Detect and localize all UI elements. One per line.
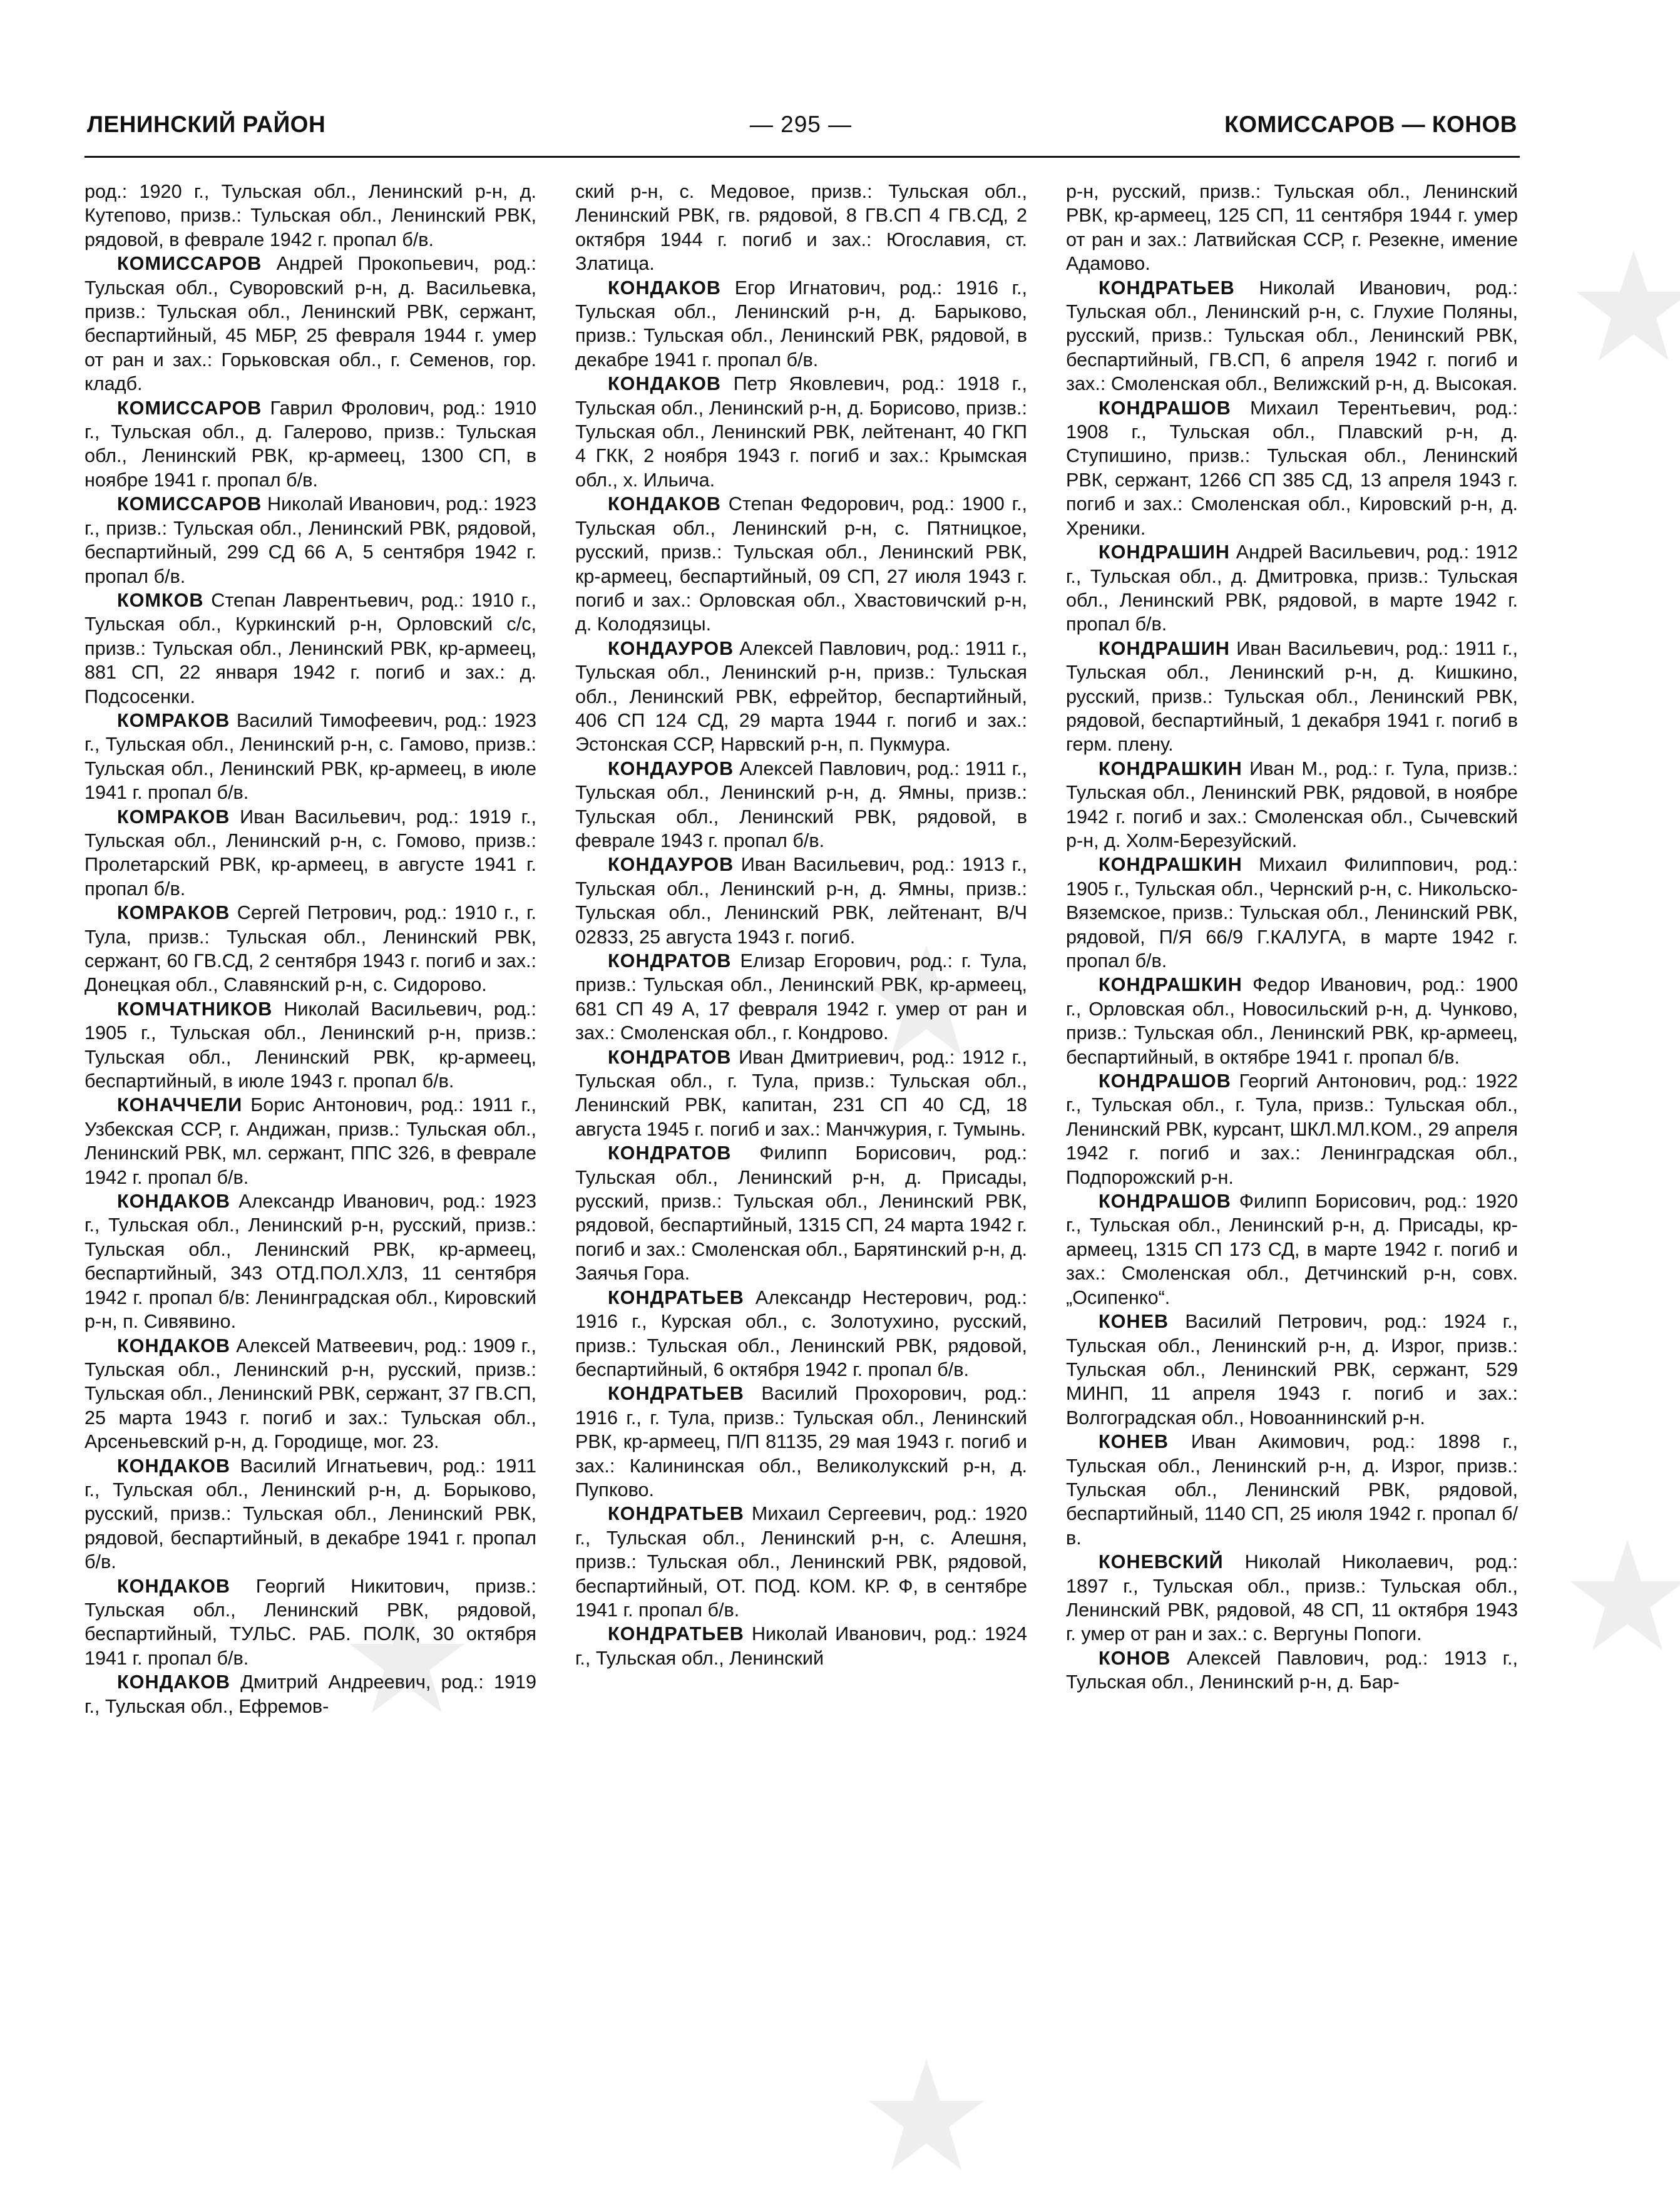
entry-details: Гаврил Фролович, род.: 1910 г., Тульская обл., д. Галерово, призв.: Тульская обл., Ленинский РВК, кр-армеец, 1300 СП, в ноябре 1941 г. пропал б/в.: [85, 397, 536, 491]
entry-details: Алексей Павлович, род.: 1911 г., Тульская обл., Ленинский р-н, д. Ямны, призв.: Тульская обл., Ленинский РВК, рядовой, в феврале 1943 г. пропал б/в.: [575, 757, 1027, 851]
memorial-entry-continuation: [1066, 180, 1518, 276]
memorial-entry: [85, 1334, 536, 1454]
column-3: [1066, 180, 1518, 2145]
entry-details: Иван Дмитриевич, род.: 1912 г., Тульская обл., г. Тула, призв.: Тульская обл., Ленинский РВК, капитан, 231 СП 40 СД, 18 августа 1945 г. погиб и зах.: Манчжурия, г. Тумынь.: [575, 1046, 1027, 1140]
entry-details: Андрей Васильевич, род.: 1912 г., Тульская обл., д. Дмитровка, призв.: Тульская обл., Ленинский РВК, рядовой, в марте 1942 г. пропал б/в.: [1066, 541, 1518, 635]
entry-details: Николай Иванович, род.: 1924 г., Тульская обл., Ленинский: [575, 1623, 1027, 1669]
entry-surname: КОНДАКОВ: [608, 493, 722, 515]
memorial-entry: [1066, 540, 1518, 637]
memorial-entry: [85, 492, 536, 588]
entry-details: Петр Яковлевич, род.: 1918 г., Тульская обл., Ленинский р-н, д. Борисово, призв.: Тульская обл., Ленинский РВК, лейтенант, 40 ГКП 4 ГКК, 2 ноября 1943 г. погиб и зах.: Крымская обл., х. Ильича.: [575, 373, 1027, 491]
memorial-entry: [1066, 1430, 1518, 1550]
entry-surname: КОМИССАРОВ: [117, 397, 262, 419]
memorial-entry: [575, 757, 1027, 853]
entry-details: Александр Иванович, род.: 1923 г., Тульская обл., Ленинский р-н, русский, призв.: Тульская обл., Ленинский РВК, кр-армеец, беспартийный, 343 ОТД.ПОЛ.ХЛЗ, 11 сентября 1942 г. пропал б/в: Ленинградская обл., Кировский р-н, п. Сивявино.: [85, 1191, 536, 1333]
entry-details: Михаил Терентьевич, род.: 1908 г., Тульская обл., Плавский р-н, д. Ступишино, призв.: Тульская обл., Ленинский РВК, сержант, 1266 СП 385 СД, 13 апреля 1943 г. погиб и зах.: Смоленская обл., Кировский р-н, д. Хреники.: [1066, 397, 1518, 539]
memorial-entry: [1066, 1550, 1518, 1646]
entry-details: Елизар Егорович, род.: г. Тула, призв.: Тульская обл., Ленинский РВК, кр-армеец, 681 СП 49 А, 17 февраля 1942 г. умер от ран и зах.: Смоленская обл., г. Кондрово.: [575, 950, 1027, 1044]
entry-details: Федор Иванович, род.: 1900 г., Орловская обл., Новосильский р-н, д. Чунково, призв.: Тульская обл., Ленинский РВК, кр-армеец, беспартийный, в октябре 1941 г. пропал б/в.: [1066, 974, 1518, 1068]
entry-surname: КОНДРАТЬЕВ: [608, 1286, 744, 1308]
entry-details: Дмитрий Андреевич, род.: 1919 г., Тульская обл., Ефремов-: [85, 1671, 536, 1717]
column-1: [85, 180, 536, 2145]
memorial-entry: [575, 1286, 1027, 1382]
text-columns: [85, 180, 1518, 2145]
entry-surname: КОМРАКОВ: [117, 806, 230, 828]
entry-surname: КОНОВ: [1099, 1647, 1171, 1669]
memorial-entry: [575, 853, 1027, 949]
header-rule: [85, 156, 1520, 158]
entry-surname: КОНЕВСКИЙ: [1099, 1551, 1224, 1573]
running-head-district: ЛЕНИНСКИЙ РАЙОН: [87, 111, 326, 137]
entry-details: Георгий Никитович, призв.: Тульская обл., Ленинский РВК, рядовой, беспартийный, ТУЛЬС. РАБ. ПОЛК, 30 октября 1941 г. пропал б/в.: [85, 1575, 536, 1669]
entry-details: Василий Тимофеевич, род.: 1923 г., Тульская обл., Ленинский р-н, с. Гамово, призв.: Тульская обл., Ленинский РВК, кр-армеец, в июле 1941 г. пропал б/в.: [85, 709, 536, 804]
entry-surname: КОНДРАШКИН: [1099, 854, 1242, 876]
entry-surname: КОМИССАРОВ: [117, 493, 262, 515]
memorial-entry: [575, 492, 1027, 636]
memorial-entry: [575, 949, 1027, 1045]
entry-surname: КОМЧАТНИКОВ: [117, 998, 273, 1020]
entry-details: Филипп Борисович, род.: Тульская обл., Ленинский р-н, д. Присады, русский, призв.: Тульская обл., Ленинский РВК, рядовой, беспартийный, 1315 СП, 24 марта 1942 г. погиб и зах.: Смоленская обл., Барятинский р-н, д. Заячья Гора.: [575, 1142, 1027, 1285]
entry-details: Василий Петрович, род.: 1924 г., Тульская обл., Ленинский р-н, д. Изрог, призв.: Тульская обл., Ленинский РВК, сержант, 529 МИНП, 11 апреля 1943 г. погиб и зах.: Волгоградская обл., Новоаннинский р-н.: [1066, 1311, 1518, 1429]
entry-surname: КОНДРАТОВ: [608, 950, 732, 972]
memorial-entry: [1066, 396, 1518, 540]
entry-details: Филипп Борисович, род.: 1920 г., Тульская обл., Ленинский р-н, д. Присады, кр-армеец, 1315 СП 173 СД, в марте 1942 г. погиб и зах.: Смоленская обл., Детчинский р-н, совх. „Осипенко“.: [1066, 1191, 1518, 1308]
entry-surname: КОНЕВ: [1099, 1431, 1169, 1453]
entry-details: Николай Николаевич, род.: 1897 г., Тульская обл., призв.: Тульская обл., Ленинский РВК, рядовой, 48 СП, 11 октября 1943 г. умер от ран и зах.: с. Вергуны Попоги.: [1066, 1551, 1518, 1645]
memorial-entry: [1066, 1646, 1518, 1695]
entry-details: Иван Васильевич, род.: 1919 г., Тульская обл., Ленинский р-н, с. Гомово, призв.: Пролетарский РВК, кр-армеец, в августе 1941 г. пропал б/в.: [85, 806, 536, 900]
entry-surname: КОНДАУРОВ: [608, 854, 734, 876]
entry-surname: КОНДРАШОВ: [1099, 1070, 1231, 1092]
entry-surname: КОНДАКОВ: [608, 373, 722, 395]
column-2: [575, 180, 1027, 2145]
memorial-entry: [1066, 276, 1518, 396]
entry-surname: КОМКОВ: [117, 589, 204, 611]
watermark-star-icon: [1565, 1534, 1680, 1659]
memorial-entry: [575, 637, 1027, 757]
memorial-entry: [575, 1502, 1027, 1622]
entry-details: Егор Игнатович, род.: 1916 г., Тульская обл., Ленинский р-н, д. Барыково, призв.: Тульская обл., Ленинский РВК, рядовой, в декабре 1941 г. пропал б/в.: [575, 277, 1027, 371]
entry-surname: КОНДРАШКИН: [1099, 974, 1242, 996]
memorial-entry: [85, 1574, 536, 1671]
memorial-entry: [1066, 637, 1518, 757]
memorial-entry: [85, 805, 536, 901]
entry-surname: КОНДАУРОВ: [608, 757, 734, 779]
memorial-entry: [85, 997, 536, 1094]
entry-surname: КОНДРАТЬЕВ: [1099, 277, 1235, 299]
entry-details: Алексей Матвеевич, род.: 1909 г., Тульская обл., Ленинский р-н, русский, призв.: Тульская обл., Ленинский РВК, сержант, 37 ГВ.СП, 25 марта 1943 г. погиб и зах.: Тульская обл., Арсеньевский р-н, д. Городище, мог. 23.: [85, 1335, 536, 1453]
memorial-entry: [85, 252, 536, 396]
memorial-entry: [85, 1670, 536, 1718]
entry-details: Андрей Прокопьевич, род.: Тульская обл., Суворовский р-н, д. Васильевка, призв.: Тульская обл., Ленинский РВК, сержант, беспартийный, 45 МБР, 25 февраля 1944 г. умер от ран и зах.: Горьковская обл., г. Семенов, гор. кладб.: [85, 253, 536, 395]
entry-details: Алексей Павлович, род.: 1911 г., Тульская обл., Ленинский р-н, призв.: Тульская обл., Ленинский РВК, ефрейтор, беспартийный, 406 СП 124 СД, 29 марта 1944 г. погиб и зах.: Эстонская ССР, Нарвский р-н, п. Пукмура.: [575, 637, 1027, 756]
entry-details: Иван Акимович, род.: 1898 г., Тульская обл., Ленинский р-н, д. Изрог, призв.: Тульская обл., Ленинский РВК, рядовой, беспартийный, 1140 СП, 25 июля 1942 г. пропал б/в.: [1066, 1431, 1518, 1549]
entry-surname: КОНДАКОВ: [608, 277, 722, 299]
entry-details: Георгий Антонович, род.: 1922 г., Тульская обл., г. Тула, призв.: Тульская обл., Ленинский РВК, курсант, ШКЛ.МЛ.КОМ., 29 апреля 1942 г. погиб и зах.: Ленинградская обл., Подпорожский р-н.: [1066, 1070, 1518, 1188]
entry-details: Михаил Сергеевич, род.: 1920 г., Тульская обл., Ленинский р-н, с. Алешня, призв.: Тульская обл., Ленинский РВК, рядовой, беспартийный, ОТ. ПОД. КОМ. КР. Ф, в сентябре 1941 г. пропал б/в.: [575, 1503, 1027, 1621]
entry-details: Николай Иванович, род.: 1923 г., призв.: Тульская обл., Ленинский РВК, рядовой, беспартийный, 299 СД 66 А, 5 сентября 1942 г. пропал б/в.: [85, 493, 536, 587]
entry-surname: КОНДРАШОВ: [1099, 1191, 1231, 1213]
memorial-entry: [85, 1093, 536, 1189]
memorial-entry: [85, 588, 536, 709]
memorial-entry: [575, 1141, 1027, 1285]
entry-details: Сергей Петрович, род.: 1910 г., г. Тула, призв.: Тульская обл., Ленинский РВК, сержант, 60 ГВ.СД, 2 сентября 1943 г. погиб и зах.: Донецкая обл., Славянский р-н, с. Сидорово.: [85, 902, 536, 996]
memorial-entry: [1066, 973, 1518, 1069]
entry-details: род.: 1920 г., Тульская обл., Ленинский р-н, д. Кутепово, призв.: Тульская обл., Ленинский РВК, рядовой, в феврале 1942 г. пропал б/в.: [85, 181, 536, 250]
memorial-entry-continuation: [575, 180, 1027, 276]
entry-details: р-н, русский, призв.: Тульская обл., Ленинский РВК, кр-армеец, 125 СП, 11 сентября 1944 г. умер от ран и зах.: Латвийская ССР, г. Резекне, имение Адамово.: [1066, 181, 1518, 275]
watermark-star-icon: [1571, 244, 1680, 369]
entry-details: Василий Прохорович, род.: 1916 г., г. Тула, призв.: Тульская обл., Ленинский РВК, кр-армеец, П/П 81135, 29 мая 1943 г. погиб и зах.: Калининская обл., Великолукский р-н, д. Пупково.: [575, 1383, 1027, 1501]
memorial-entry: [85, 1454, 536, 1574]
memorial-entry: [575, 1045, 1027, 1142]
memorial-entry: [575, 276, 1027, 372]
entry-details: Иван М., род.: г. Тула, призв.: Тульская обл., Ленинский РВК, рядовой, в ноябре 1942 г. погиб и зах.: Смоленская обл., Сычевский р-н, д. Холм-Березуйский.: [1066, 757, 1518, 851]
page-number: — 295 —: [749, 111, 853, 137]
entry-details: ский р-н, с. Медовое, призв.: Тульская обл., Ленинский РВК, гв. рядовой, 8 ГВ.СП 4 ГВ.СД, 2 октября 1944 г. погиб и зах.: Югославия, ст. Златица.: [575, 181, 1027, 275]
entry-details: Алексей Павлович, род.: 1913 г., Тульская обл., Ленинский р-н, д. Бар-: [1066, 1647, 1518, 1693]
entry-details: Николай Иванович, род.: Тульская обл., Ленинский р-н, с. Глухие Поляны, русский, призв.: Тульская обл., Ленинский РВК, беспартийный, ГВ.СП, 6 апреля 1942 г. погиб и зах.: Смоленская обл., Велижский р-н, д. Высокая.: [1066, 277, 1518, 395]
entry-surname: КОНДРАТЬЕВ: [608, 1623, 744, 1645]
memorial-entry: [85, 709, 536, 805]
entry-surname: КОНДРАТЬЕВ: [608, 1383, 744, 1405]
entry-surname: КОНДРАШИН: [1099, 541, 1230, 563]
entry-details: Александр Нестерович, род.: 1916 г., Курская обл., с. Золотухино, русский, призв.: Тульская обл., Ленинский РВК, рядовой, беспартийный, 6 октября 1942 г. пропал б/в.: [575, 1286, 1027, 1380]
entry-details: Иван Васильевич, род.: 1911 г., Тульская обл., Ленинский р-н, д. Кишкино, русский, призв.: Тульская обл., Ленинский РВК, рядовой, беспартийный, 1 декабря 1941 г. погиб в герм. плену.: [1066, 637, 1518, 756]
entry-surname: КОМРАКОВ: [117, 709, 230, 731]
memorial-entry: [85, 1189, 536, 1333]
entry-surname: КОНДРАШИН: [1099, 637, 1230, 659]
entry-surname: КОНДРАШКИН: [1099, 757, 1242, 779]
entry-surname: КОНДРАТЬЕВ: [608, 1503, 744, 1525]
memorial-entry: [1066, 1069, 1518, 1189]
entry-surname: КОНДАКОВ: [117, 1575, 231, 1597]
entry-details: Иван Васильевич, род.: 1913 г., Тульская обл., Ленинский р-н, д. Ямны, призв.: Тульская обл., Ленинский РВК, лейтенант, В/Ч 02833, 25 августа 1943 г. погиб.: [575, 854, 1027, 948]
entry-surname: КОНЕВ: [1099, 1311, 1169, 1333]
memorial-entry: [575, 1382, 1027, 1502]
entry-surname: КОМИССАРОВ: [117, 253, 262, 275]
entry-surname: КОНАЧЧЕЛИ: [117, 1094, 243, 1116]
entry-details: Борис Антонович, род.: 1911 г., Узбекская ССР, г. Андижан, призв.: Тульская обл., Ленинский РВК, мл. сержант, ППС 326, в феврале 1942 г. пропал б/в.: [85, 1094, 536, 1188]
entry-details: Николай Васильевич, род.: 1905 г., Тульская обл., Ленинский р-н, призв.: Тульская обл., Ленинский РВК, кр-армеец, беспартийный, в июле 1943 г. пропал б/в.: [85, 998, 536, 1092]
page-header: [85, 111, 1517, 149]
memorial-entry: [1066, 1310, 1518, 1430]
memorial-entry: [575, 1622, 1027, 1670]
entry-surname: КОНДАКОВ: [117, 1191, 231, 1213]
entry-surname: КОНДАКОВ: [117, 1455, 231, 1477]
memorial-entry: [1066, 757, 1518, 853]
memorial-entry: [85, 901, 536, 997]
entry-surname: КОНДРАТОВ: [608, 1142, 732, 1164]
running-head-range: КОМИССАРОВ — КОНОВ: [1224, 111, 1517, 137]
entry-details: Василий Игнатьевич, род.: 1911 г., Тульская обл., Ленинский р-н, д. Борыково, русский, призв.: Тульская обл., Ленинский РВК, рядовой, беспартийный, в декабре 1941 г. пропал б/в.: [85, 1455, 536, 1573]
entry-surname: КОНДРАШОВ: [1099, 397, 1231, 419]
entry-details: Степан Федорович, род.: 1900 г., Тульская обл., Ленинский р-н, с. Пятницкое, русский, призв.: Тульская обл., Ленинский РВК, кр-армеец, беспартийный, 09 СП, 27 июля 1943 г. погиб и зах.: Орловская обл., Хвастовичский р-н, д. Колодязицы.: [575, 493, 1027, 635]
entry-surname: КОНДАКОВ: [117, 1671, 231, 1693]
memorial-entry: [1066, 1189, 1518, 1310]
entry-details: Михаил Филиппович, род.: 1905 г., Тульская обл., Чернский р-н, с. Никольско-Вяземское, призв.: Тульская обл., Ленинский РВК, рядовой, П/Я 66/9 Г.КАЛУГА, в марте 1942 г. пропал б/в.: [1066, 854, 1518, 972]
entry-surname: КОНДАКОВ: [117, 1335, 231, 1357]
memorial-entry-continuation: [85, 180, 536, 252]
entry-surname: КОМРАКОВ: [117, 902, 230, 924]
entry-details: Степан Лаврентьевич, род.: 1910 г., Тульская обл., Куркинский р-н, Орловский с/с, призв.: Тульская обл., Ленинский РВК, кр-армеец, 881 СП, 22 января 1942 г. погиб и зах.: д. Подсосенки.: [85, 589, 536, 707]
memorial-entry: [85, 396, 536, 493]
entry-surname: КОНДАУРОВ: [608, 637, 734, 659]
memorial-entry: [1066, 853, 1518, 973]
memorial-entry: [575, 372, 1027, 492]
entry-surname: КОНДРАТОВ: [608, 1046, 732, 1068]
